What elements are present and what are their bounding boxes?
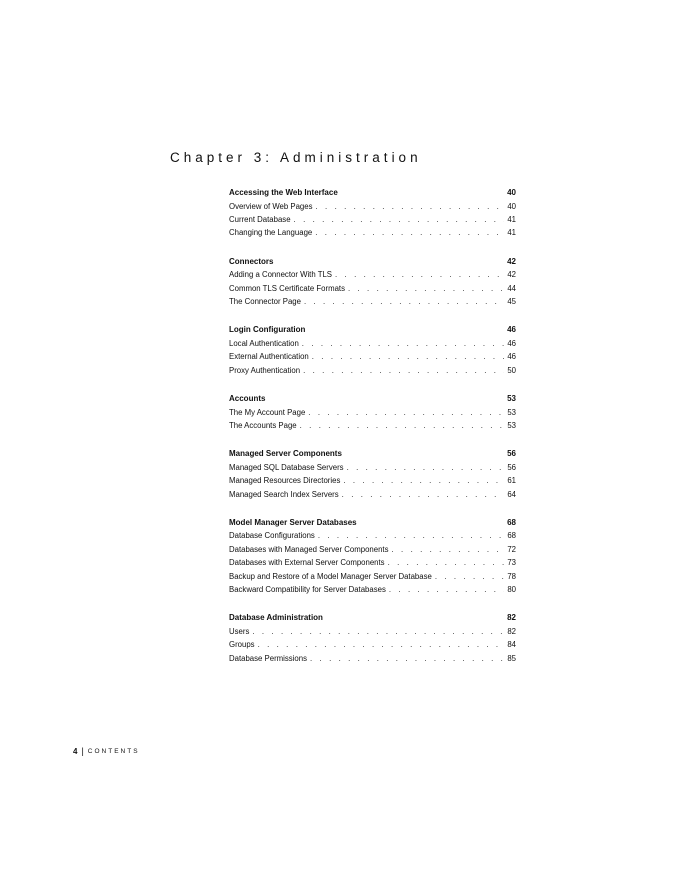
toc-entry-label: The Accounts Page: [229, 420, 297, 430]
dot-leader: [302, 337, 504, 350]
toc-entry-page: 85: [507, 653, 516, 663]
toc-entry[interactable]: [229, 364, 516, 377]
toc-entry-label: Groups: [229, 640, 255, 650]
footer-separator: |: [81, 746, 84, 756]
toc-section-title: Accessing the Web Interface: [229, 188, 338, 197]
toc-section-title: Connectors: [229, 256, 274, 266]
toc-entry-page: 61: [507, 476, 516, 486]
toc-entry-page: 53: [507, 407, 516, 417]
dot-leader: [304, 295, 504, 308]
toc-entry[interactable]: [229, 543, 516, 556]
toc-entry-page: 50: [507, 365, 516, 375]
toc-section-heading[interactable]: [229, 255, 516, 269]
toc-entry[interactable]: [229, 556, 516, 569]
toc-entry-page: 42: [507, 270, 516, 280]
toc-entry[interactable]: [229, 282, 516, 295]
toc-section: [229, 447, 516, 501]
toc-entry[interactable]: [229, 488, 516, 501]
toc-entry-page: 82: [507, 626, 516, 636]
toc-entry-label: Managed Resources Directories: [229, 476, 341, 486]
toc-entry-page: 80: [507, 585, 516, 595]
dot-leader: [310, 652, 504, 665]
toc-entry[interactable]: [229, 419, 516, 432]
dot-leader: [388, 556, 504, 569]
toc-entry-page: 46: [507, 338, 516, 348]
toc-entry-page: 73: [507, 558, 516, 568]
toc-section-heading[interactable]: [229, 323, 516, 337]
dot-leader: [348, 282, 504, 295]
toc-section-heading[interactable]: [229, 186, 516, 200]
toc-section-page: 68: [507, 517, 516, 527]
toc-entry-page: 44: [507, 283, 516, 293]
toc-entry-page: 84: [507, 640, 516, 650]
toc-entry-label: Databases with External Server Components: [229, 558, 385, 568]
toc-section-page: 42: [507, 256, 516, 266]
toc-entry-label: Backup and Restore of a Model Manager Server Database: [229, 571, 432, 581]
page-footer: [73, 746, 140, 756]
toc-entry-label: Managed Search Index Servers: [229, 489, 339, 499]
toc-section: [229, 392, 516, 432]
toc-entry-page: 41: [507, 228, 516, 238]
toc-section: [229, 186, 516, 240]
dot-leader: [294, 213, 504, 226]
dot-leader: [342, 488, 504, 501]
toc-entry-label: Common TLS Certificate Formats: [229, 283, 345, 293]
toc-entry-page: 72: [507, 544, 516, 554]
toc-entry-label: Local Authentication: [229, 338, 299, 348]
toc-entry-label: External Authentication: [229, 352, 309, 362]
chapter-title: Chapter 3: Administration: [170, 150, 422, 165]
toc-entry[interactable]: [229, 461, 516, 474]
toc-entry-label: The Connector Page: [229, 296, 301, 306]
toc-section-page: 56: [507, 449, 516, 459]
toc-entry-label: Databases with Managed Server Components: [229, 544, 389, 554]
toc-section: [229, 611, 516, 665]
toc-entry[interactable]: [229, 625, 516, 638]
toc-section-heading[interactable]: [229, 516, 516, 530]
dot-leader: [316, 200, 505, 213]
toc-section-title: Database Administration: [229, 613, 323, 623]
toc-entry-label: Users: [229, 626, 250, 636]
dot-leader: [300, 419, 504, 432]
toc-entry-label: Proxy Authentication: [229, 365, 301, 375]
toc-entry[interactable]: [229, 268, 516, 281]
toc-entry-page: 64: [507, 489, 516, 499]
dot-leader: [392, 543, 505, 556]
toc-entry[interactable]: [229, 529, 516, 542]
toc-entry-label: Managed SQL Database Servers: [229, 462, 344, 472]
dot-leader: [315, 226, 504, 239]
toc-entry-page: 46: [507, 352, 516, 362]
dot-leader: [343, 474, 504, 487]
toc-entry-page: 41: [507, 214, 516, 224]
toc-entry-page: 56: [507, 462, 516, 472]
dot-leader: [318, 529, 504, 542]
toc-entry[interactable]: [229, 652, 516, 665]
dot-leader: [435, 570, 504, 583]
toc-section-title: Login Configuration: [229, 325, 306, 335]
dot-leader: [335, 268, 504, 281]
toc-section: [229, 516, 516, 596]
toc-section-title: Managed Server Components: [229, 449, 342, 459]
dot-leader: [347, 461, 504, 474]
dot-leader: [252, 625, 504, 638]
toc-entry-page: 45: [507, 296, 516, 306]
toc-entry[interactable]: [229, 350, 516, 363]
toc-section-heading[interactable]: [229, 611, 516, 625]
toc-entry[interactable]: [229, 226, 516, 239]
toc-section-heading[interactable]: [229, 392, 516, 406]
footer-label: CONTENTS: [87, 747, 140, 755]
toc-entry[interactable]: [229, 295, 516, 308]
toc-section: [229, 323, 516, 377]
footer-page-number: 4: [73, 746, 78, 756]
toc-entry[interactable]: [229, 213, 516, 226]
toc-entry[interactable]: [229, 200, 516, 213]
dot-leader: [303, 364, 504, 377]
toc-section-page: 82: [507, 613, 516, 623]
toc-entry[interactable]: [229, 474, 516, 487]
toc-entry-label: Current Database: [229, 214, 291, 224]
toc-entry-page: 68: [507, 531, 516, 541]
toc-section-heading[interactable]: [229, 447, 516, 461]
dot-leader: [258, 638, 504, 651]
toc-entry[interactable]: [229, 583, 516, 596]
toc-entry-label: The My Account Page: [229, 407, 306, 417]
toc-entry-page: 53: [507, 420, 516, 430]
toc-entry-label: Adding a Connector With TLS: [229, 270, 333, 280]
toc-section-page: 53: [507, 394, 516, 404]
toc-section-title: Accounts: [229, 394, 266, 404]
dot-leader: [389, 583, 504, 596]
table-of-contents: [229, 186, 516, 680]
toc-entry-label: Database Permissions: [229, 653, 308, 663]
toc-entry-label: Overview of Web Pages: [229, 201, 313, 211]
dot-leader: [312, 350, 504, 363]
toc-entry-label: Changing the Language: [229, 228, 313, 238]
toc-entry[interactable]: [229, 406, 516, 419]
toc-section-page: 40: [507, 188, 516, 197]
toc-entry-page: 40: [507, 201, 516, 211]
toc-section-title: Model Manager Server Databases: [229, 517, 357, 527]
toc-entry-label: Backward Compatibility for Server Databases: [229, 585, 386, 595]
toc-entry[interactable]: [229, 337, 516, 350]
toc-entry[interactable]: [229, 570, 516, 583]
toc-entry-label: Database Configurations: [229, 531, 315, 541]
toc-section-page: 46: [507, 325, 516, 335]
toc-entry-page: 78: [507, 571, 516, 581]
toc-entry[interactable]: [229, 638, 516, 651]
toc-section: [229, 255, 516, 309]
dot-leader: [308, 406, 504, 419]
